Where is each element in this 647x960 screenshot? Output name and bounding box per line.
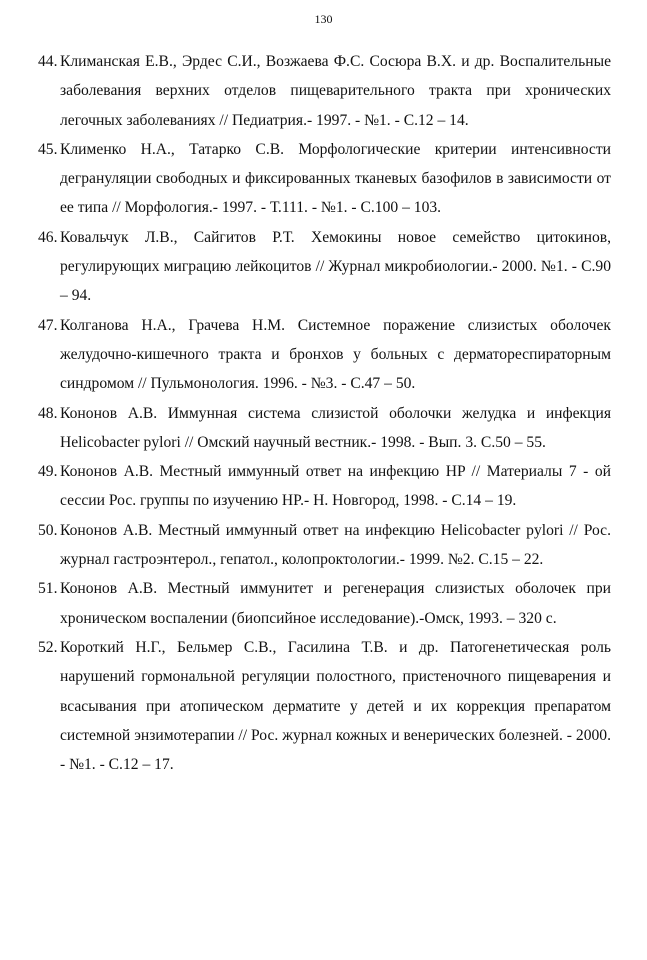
reference-text: Клименко Н.А., Татарко С.В. Морфологические критерии интенсивности дегрануляции свободных и фиксированных тканевых базофилов в зависимости от ее типа // Морфология.- 1997. - Т.111. - №1. - С.100 – 103. bbox=[60, 140, 611, 217]
reference-text: Кононов А.В. Местный иммунный ответ на инфекцию Helicobacter pylori // Рос. журнал гастроэнтерол., гепатол., колопроктологии.- 1999. №2. С.15 – 22. bbox=[60, 521, 611, 569]
reference-number: 51. bbox=[38, 580, 58, 598]
reference-entry-51 bbox=[38, 574, 611, 633]
reference-text: Климанская Е.В., Эрдес С.И., Возжаева Ф.С. Сосюра В.Х. и др. Воспалительные заболевания верхних отделов пищеварительного тракта при хронических легочных заболеваниях // Педиатрия.- 1997. - №1. - С.12 – 14. bbox=[60, 53, 611, 129]
reference-number: 46. bbox=[38, 228, 58, 246]
page-number: 130 bbox=[314, 12, 333, 26]
reference-entry-46 bbox=[38, 223, 611, 311]
reference-entry-47 bbox=[38, 311, 611, 399]
reference-text: Кононов А.В. Местный иммунитет и регенерация слизистых оболочек при хроническом воспалении (биопсийное исследование).-Омск, 1993. – 320 с. bbox=[60, 580, 611, 627]
reference-number: 44. bbox=[38, 53, 58, 70]
reference-number: 50. bbox=[38, 521, 58, 539]
reference-list bbox=[38, 47, 611, 779]
reference-entry-52 bbox=[38, 633, 611, 779]
reference-number: 49. bbox=[38, 463, 58, 481]
reference-entry-48 bbox=[38, 399, 611, 458]
reference-text: Кононов А.В. Иммунная система слизистой оболочки желудка и инфекция Helicobacter pylori // Омский научный вестник.- 1998. - Вып. 3. С.50 – 55. bbox=[60, 404, 611, 451]
reference-entry-44 bbox=[38, 47, 611, 135]
reference-text: Короткий Н.Г., Бельмер С.В., Гасилина Т.В. и др. Патогенетическая роль нарушений гормональной регуляции полостного, пристеночного пищеварения и всасывания при атопическом дерматите у детей и их коррекция препаратом системной энзимотерапии // Рос. журнал кожных и венерических болезней. - 2000. - №1. - С.12 – 17. bbox=[60, 638, 611, 774]
reference-number: 52. bbox=[38, 638, 58, 656]
reference-entry-50 bbox=[38, 516, 611, 575]
reference-number: 45. bbox=[38, 140, 58, 158]
reference-number: 47. bbox=[38, 316, 58, 334]
reference-text: Ковальчук Л.В., Сайгитов Р.Т. Хемокины новое семейство цитокинов, регулирующих миграцию лейкоцитов // Журнал микробиологии.- 2000. №1. - С.90 – 94. bbox=[60, 228, 611, 305]
reference-text: Кононов А.В. Местный иммунный ответ на инфекцию HP // Материалы 7 - ой сессии Рос. группы по изучению HP.- Н. Новгород, 1998. - С.14 – 19. bbox=[60, 463, 611, 510]
reference-entry-49 bbox=[38, 457, 611, 516]
reference-entry-45 bbox=[38, 135, 611, 223]
reference-number: 48. bbox=[38, 404, 58, 422]
reference-text: Колганова Н.А., Грачева Н.М. Системное поражение слизистых оболочек желудочно-кишечного тракта и бронхов у больных с дерматореспираторным синдромом // Пульмонология. 1996. - №3. - С.47 – 50. bbox=[60, 316, 611, 393]
